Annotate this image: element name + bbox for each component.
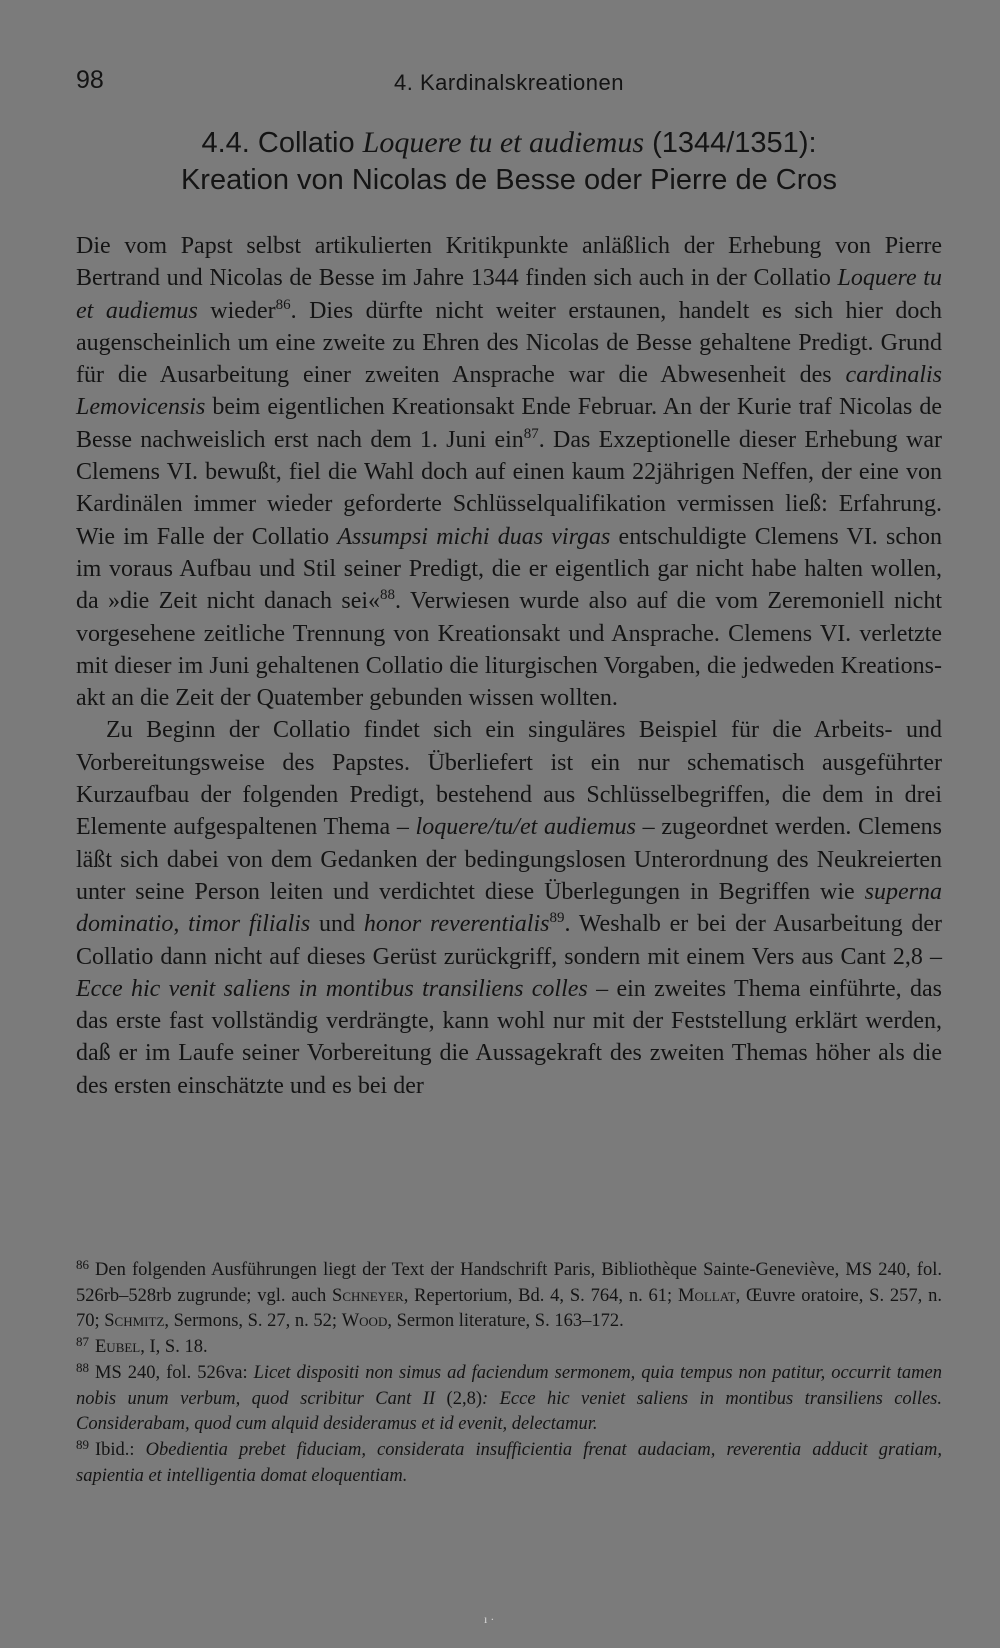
- page-header: [76, 66, 942, 96]
- footnote-88: $^{88}$ MS 240, fol. 526va: Licet dispositi non simus ad faciendum sermonem, quia tempus non patitur, occurrit tamen nobis unum verbum, quod scribitur Cant II (2,8): Ecce hic veniet saliens in montibus transiliens colles. Considerabam, quod cum alquid desideramus et id evenit, delectamur.: [76, 1359, 943, 1435]
- footnote-ref-89[interactable]: 89: [549, 910, 565, 927]
- running-head: 4. Kardinalskreationen: [394, 70, 624, 95]
- footnote-89: $^{89}$ Ibid.: Obedientia prebet fiduciam, considerata insufficientia frenat audaciam, reverentia adducit gratiam, sapientia et intelligentia domat eloquentiam.: [76, 1436, 942, 1486]
- section-title-line: 4.4. Collatio Loquere tu et audiemus (1344/1351):: [201, 126, 817, 159]
- footnote-ref-88[interactable]: 88: [380, 587, 396, 604]
- page-number: 98: [76, 66, 104, 94]
- body-text: [76, 230, 942, 1102]
- footnote-87: $^{87}$ Eubel, I, S. 18.: [76, 1334, 208, 1358]
- footnote-ref-86[interactable]: 86: [275, 296, 291, 313]
- section-title: [76, 124, 942, 199]
- paragraph-2: Zu Beginn der Collatio findet sich ein singuläres Beispiel für die Arbeits- und Vorbereitungsweise des Papstes. Überliefert ist ein nur schematisch ausgeführter Kurzaufbau der folgenden Predigt, bestehend aus Schlüsselbegriffen, die dem in drei Elemente aufgespaltenen Thema – loquere/tu/et audiemus – zugeordnet werden. Clemens läßt sich dabei von dem Gedanken der bedingungslosen Unterordnung des Neukreierten unter seine Person leiten und verdichtet diese Überlegungen in Begriffen wie superna dominatio, timor filialis und honor reverentialis$^{89}$. Weshalb er bei der Ausarbeitung der Collatio dann nicht auf dieses Gerüst zurückgriff, sondern mit einem Vers aus Cant 2,8 – Ecce hic venit saliens in montibus transiliens colles – ein zweites Thema einführte, das das erste fast vollständig verdrängte, kann wohl nur mit der Feststellung erklärt werden, daß er im Laufe seiner Vorbereitung die Aussagekraft des zweiten Themas höher als die des ersten einschätzte und es bei der: [76, 717, 943, 1099]
- footnote-86: $^{86}$ Den folgenden Ausführungen liegt der Text der Handschrift Paris, Bibliothèque Sainte-Geneviève, MS 240, fol. 526rb–528rb zugrunde; vgl. auch Schneyer, Repertorium, Bd. 4, S. 764, n. 61; Mollat, Œuvre oratoire, S. 257, n. 70; Schmitz, Sermons, S. 27, n. 52; Wood, Sermon literature, S. 163–172.: [76, 1257, 942, 1332]
- section-subtitle: Kreation von Nicolas de Besse oder Pierre de Cros: [180, 164, 838, 196]
- footnotes: [76, 1258, 942, 1489]
- footnote-ref-87[interactable]: 87: [523, 425, 539, 442]
- paragraph-1: Die vom Papst selbst artikulierten Kritikpunkte anläßlich der Erhebung von Pierre Bertrand und Nicolas de Besse im Jahre 1344 finden sich auch in der Collatio Loquere tu et audiemus wieder$^{86}$. Dies dürfte nicht weiter erstaunen, handelt es sich hier doch augenscheinlich um eine zweite zu Ehren des Nicolas de Besse gehaltene Predigt. Grund für die Ausarbeitung einer zweiten Ansprache war die Abwesenheit des cardinalis Lemovicensis beim eigentlichen Kreationsakt Ende Februar. An der Kurie traf Nicolas de Besse nachweislich erst nach dem 1. Juni ein$^{87}$. Das Exzeptionelle dieser Erhebung war Clemens VI. bewußt, fiel die Wahl doch auf einen kaum 22jährigen Neffen, der eine von Kardinälen immer wieder geforderte Schlüsselqualifikation vermissen ließ: Erfahrung. Wie im Falle der Collatio Assumpsi michi duas virgas entschuldigte Clemens VI. schon im voraus Aufbau und Stil seiner Predigt, die er eigentlich gar nicht habe halten wollen, da »die Zeit nicht danach sei«$^{88}$. Verwiesen wurde also auf die vom Zeremoniell nicht vorgesehene zeitliche Trennung von Kreationsakt und Ansprache. Clemens VI. verletzte mit dieser im Juni gehaltenen Collatio die liturgischen Vorgaben, die jedweden Kreationsakt an die Zeit der Quatember gebunden wissen wollten.: [76, 233, 943, 712]
- page-mark: ı ·: [484, 1612, 495, 1626]
